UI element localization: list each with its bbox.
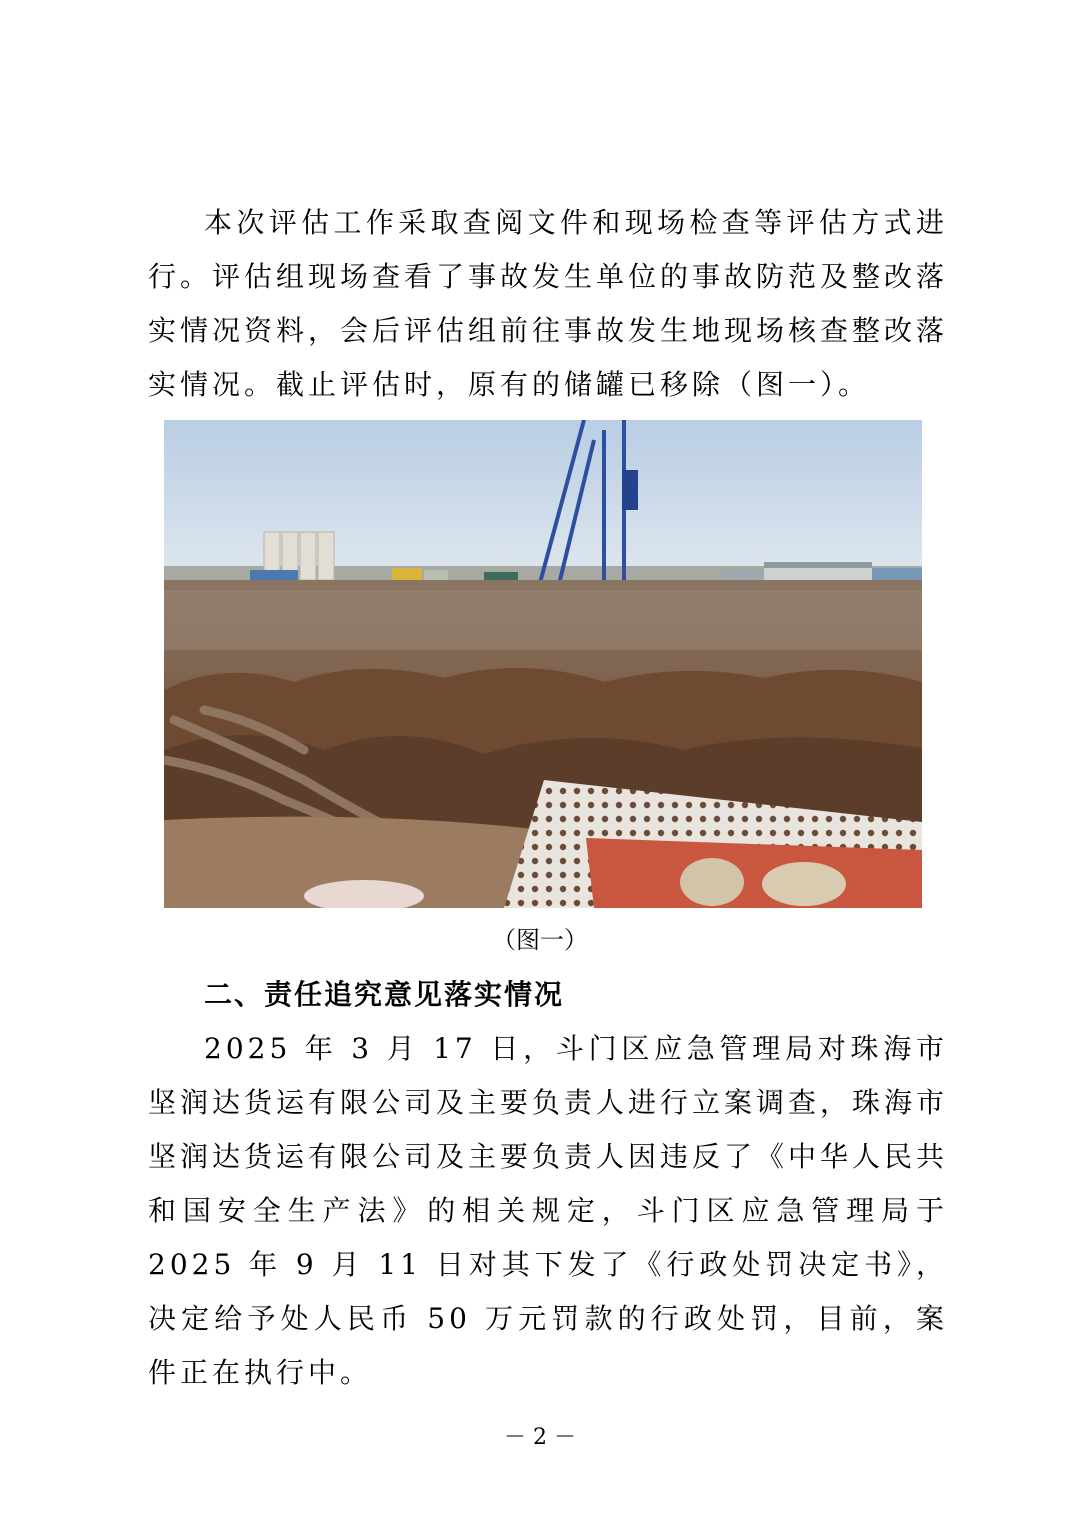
page-number: － 2 － (504, 1425, 576, 1450)
figure-caption: （图一） (492, 926, 588, 954)
site-photo (164, 420, 922, 908)
paragraph-assessment-method: 本次评估工作采取查阅文件和现场检查等评估方式进行。评估组现场查看了事故发生单位的事故防范及整改落实情况资料，会后评估组前往事故发生地现场核查整改落实情况。截止评估时，原有的储罐已移除（图一）。 (148, 206, 949, 401)
section-heading: 二、责任追究意见落实情况 (204, 978, 565, 1011)
paragraph-accountability: 2025 年 3 月 17 日，斗门区应急管理局对珠海市坚润达货运有限公司及主要负责人进行立案调查，珠海市坚润达货运有限公司及主要负责人因违反了《中华人民共和国安全生产法》的相关规定，斗门区应急管理局于 2025 年 9 月 11 日对其下发了《行政处罚决定书》，决定给予处人民币 50 万元罚款的行政处罚，目前，案件正在执行中。 (148, 1032, 949, 1389)
